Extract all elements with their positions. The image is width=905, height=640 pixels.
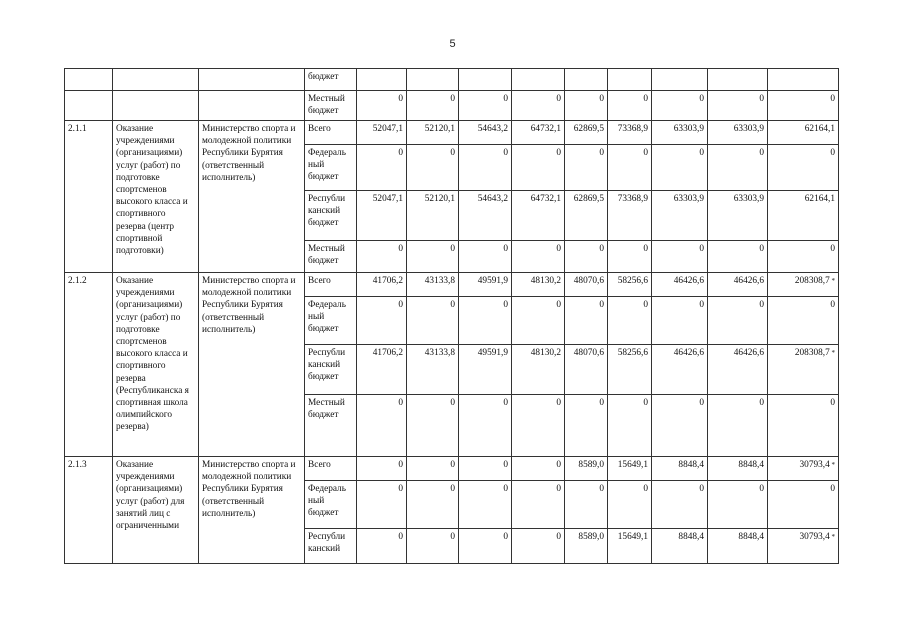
value-cell: 0 xyxy=(652,297,708,345)
value-cell: 8848,4 xyxy=(652,529,708,564)
funding-source-cell: Федераль ный бюджет xyxy=(305,297,357,345)
value-cell: 0 xyxy=(565,395,608,457)
item-name: Оказание учреждениями (организациями) услуг (работ) по подготовке спортсменов высокого класса и спортивного резерва (Республиканска я спортивная школа олимпийского резерва) xyxy=(113,273,199,457)
value-cell: 52047,1 xyxy=(357,191,407,241)
value-cell: 48070,6 xyxy=(565,273,608,297)
value-cell: 49591,9 xyxy=(459,345,512,395)
value-cell: 62164,1 xyxy=(768,191,839,241)
value-cell xyxy=(512,69,565,91)
funding-source-cell: Всего xyxy=(305,121,357,145)
value-cell: 0 xyxy=(652,91,708,121)
value-cell: 0 xyxy=(357,91,407,121)
value-cell: 0 xyxy=(608,297,652,345)
value-cell: 52120,1 xyxy=(407,191,459,241)
value-cell: 0 xyxy=(768,91,839,121)
value-cell: 0 xyxy=(768,241,839,273)
item-code: 2.1.3 xyxy=(65,457,113,564)
value-cell: 208308,7 * xyxy=(768,273,839,297)
name-cell xyxy=(113,91,199,121)
value-cell: 0 xyxy=(407,395,459,457)
value-cell: 41706,2 xyxy=(357,345,407,395)
value-cell: 30793,4 * xyxy=(768,457,839,481)
value-cell: 0 xyxy=(459,395,512,457)
value-cell: 0 xyxy=(512,529,565,564)
value-cell: 0 xyxy=(608,91,652,121)
value-cell: 0 xyxy=(608,145,652,191)
value-cell: 0 xyxy=(407,481,459,529)
value-cell: 63303,9 xyxy=(708,121,768,145)
value-cell: 0 xyxy=(512,241,565,273)
value-cell: 0 xyxy=(357,529,407,564)
value-cell xyxy=(768,69,839,91)
value-cell xyxy=(708,69,768,91)
table-row xyxy=(65,91,839,121)
value-cell: 43133,8 xyxy=(407,273,459,297)
value-cell: 0 xyxy=(708,481,768,529)
value-cell: 8589,0 xyxy=(565,529,608,564)
value-cell: 0 xyxy=(565,297,608,345)
value-cell: 62869,5 xyxy=(565,191,608,241)
value-cell xyxy=(357,69,407,91)
executor-cell xyxy=(199,69,305,91)
value-cell: 0 xyxy=(459,297,512,345)
item-name: Оказание учреждениями (организациями) услуг (работ) по подготовке спортсменов высокого класса и спортивного резерва (центр спортивной подготовки) xyxy=(113,121,199,273)
value-cell: 0 xyxy=(512,395,565,457)
funding-source-cell: Местный бюджет xyxy=(305,91,357,121)
funding-source-cell: Федераль ный бюджет xyxy=(305,145,357,191)
value-cell: 64732,1 xyxy=(512,121,565,145)
funding-source-cell: Республи канский xyxy=(305,529,357,564)
value-cell: 0 xyxy=(708,145,768,191)
funding-source-cell: Республи канский бюджет xyxy=(305,345,357,395)
value-cell: 0 xyxy=(407,91,459,121)
value-cell: 8848,4 xyxy=(708,529,768,564)
funding-source-cell: Федераль ный бюджет xyxy=(305,481,357,529)
funding-source-cell: Местный бюджет xyxy=(305,395,357,457)
value-cell: 63303,9 xyxy=(652,191,708,241)
value-cell: 8589,0 xyxy=(565,457,608,481)
value-cell: 52120,1 xyxy=(407,121,459,145)
value-cell: 0 xyxy=(652,481,708,529)
code-cell xyxy=(65,91,113,121)
value-cell: 48070,6 xyxy=(565,345,608,395)
value-cell: 15649,1 xyxy=(608,457,652,481)
executor-cell xyxy=(199,91,305,121)
name-cell xyxy=(113,69,199,91)
table-row xyxy=(65,121,839,145)
value-cell: 0 xyxy=(768,297,839,345)
table-row xyxy=(65,69,839,91)
value-cell: 0 xyxy=(357,395,407,457)
value-cell: 0 xyxy=(459,91,512,121)
value-cell: 0 xyxy=(608,395,652,457)
value-cell: 0 xyxy=(459,241,512,273)
value-cell: 0 xyxy=(608,481,652,529)
value-cell: 0 xyxy=(459,457,512,481)
value-cell xyxy=(459,69,512,91)
item-code: 2.1.1 xyxy=(65,121,113,273)
value-cell: 0 xyxy=(512,481,565,529)
value-cell: 0 xyxy=(357,241,407,273)
table-row xyxy=(65,273,839,297)
value-cell: 0 xyxy=(768,481,839,529)
value-cell xyxy=(608,69,652,91)
item-name: Оказание учреждениями (организациями) услуг (работ) для занятий лиц с ограниченными xyxy=(113,457,199,564)
value-cell: 0 xyxy=(652,145,708,191)
value-cell: 58256,6 xyxy=(608,345,652,395)
page-number: 5 xyxy=(449,38,456,50)
value-cell: 54643,2 xyxy=(459,191,512,241)
item-executor: Министерство спорта и молодежной политики Республики Бурятия (ответственный исполнитель) xyxy=(199,273,305,457)
value-cell: 62164,1 xyxy=(768,121,839,145)
budget-table-body xyxy=(65,69,839,564)
value-cell: 0 xyxy=(407,241,459,273)
value-cell: 0 xyxy=(459,481,512,529)
value-cell: 0 xyxy=(407,457,459,481)
value-cell: 0 xyxy=(708,395,768,457)
value-cell: 54643,2 xyxy=(459,121,512,145)
table-row xyxy=(65,457,839,481)
value-cell xyxy=(407,69,459,91)
value-cell: 0 xyxy=(407,145,459,191)
value-cell: 0 xyxy=(708,91,768,121)
funding-source-cell: бюджет xyxy=(305,69,357,91)
value-cell: 49591,9 xyxy=(459,273,512,297)
value-cell: 41706,2 xyxy=(357,273,407,297)
value-cell: 0 xyxy=(565,145,608,191)
value-cell: 46426,6 xyxy=(708,273,768,297)
value-cell: 0 xyxy=(652,395,708,457)
value-cell: 0 xyxy=(608,241,652,273)
value-cell: 52047,1 xyxy=(357,121,407,145)
value-cell: 0 xyxy=(357,481,407,529)
value-cell: 0 xyxy=(652,241,708,273)
funding-source-cell: Всего xyxy=(305,273,357,297)
value-cell: 0 xyxy=(357,297,407,345)
value-cell: 0 xyxy=(565,91,608,121)
value-cell: 0 xyxy=(565,481,608,529)
value-cell: 0 xyxy=(512,91,565,121)
value-cell: 0 xyxy=(407,297,459,345)
value-cell: 0 xyxy=(459,145,512,191)
value-cell: 0 xyxy=(357,145,407,191)
funding-source-cell: Всего xyxy=(305,457,357,481)
funding-source-cell: Республи канский бюджет xyxy=(305,191,357,241)
value-cell: 0 xyxy=(459,529,512,564)
value-cell: 15649,1 xyxy=(608,529,652,564)
value-cell xyxy=(652,69,708,91)
value-cell: 64732,1 xyxy=(512,191,565,241)
code-cell xyxy=(65,69,113,91)
value-cell: 58256,6 xyxy=(608,273,652,297)
value-cell: 8848,4 xyxy=(652,457,708,481)
value-cell: 46426,6 xyxy=(652,273,708,297)
value-cell: 0 xyxy=(512,297,565,345)
value-cell: 43133,8 xyxy=(407,345,459,395)
value-cell: 46426,6 xyxy=(708,345,768,395)
value-cell: 0 xyxy=(357,457,407,481)
item-code: 2.1.2 xyxy=(65,273,113,457)
value-cell: 63303,9 xyxy=(708,191,768,241)
value-cell: 0 xyxy=(708,297,768,345)
funding-source-cell: Местный бюджет xyxy=(305,241,357,273)
value-cell: 8848,4 xyxy=(708,457,768,481)
value-cell: 0 xyxy=(768,395,839,457)
budget-table xyxy=(64,68,839,564)
value-cell: 63303,9 xyxy=(652,121,708,145)
value-cell xyxy=(565,69,608,91)
value-cell: 0 xyxy=(512,457,565,481)
value-cell: 48130,2 xyxy=(512,273,565,297)
value-cell: 0 xyxy=(512,145,565,191)
item-executor: Министерство спорта и молодежной политики Республики Бурятия (ответственный исполнитель) xyxy=(199,457,305,564)
value-cell: 46426,6 xyxy=(652,345,708,395)
value-cell: 48130,2 xyxy=(512,345,565,395)
value-cell: 30793,4 * xyxy=(768,529,839,564)
value-cell: 0 xyxy=(768,145,839,191)
value-cell: 0 xyxy=(708,241,768,273)
value-cell: 0 xyxy=(407,529,459,564)
value-cell: 208308,7 * xyxy=(768,345,839,395)
value-cell: 62869,5 xyxy=(565,121,608,145)
item-executor: Министерство спорта и молодежной политики Республики Бурятия (ответственный исполнитель) xyxy=(199,121,305,273)
value-cell: 73368,9 xyxy=(608,191,652,241)
value-cell: 0 xyxy=(565,241,608,273)
value-cell: 73368,9 xyxy=(608,121,652,145)
